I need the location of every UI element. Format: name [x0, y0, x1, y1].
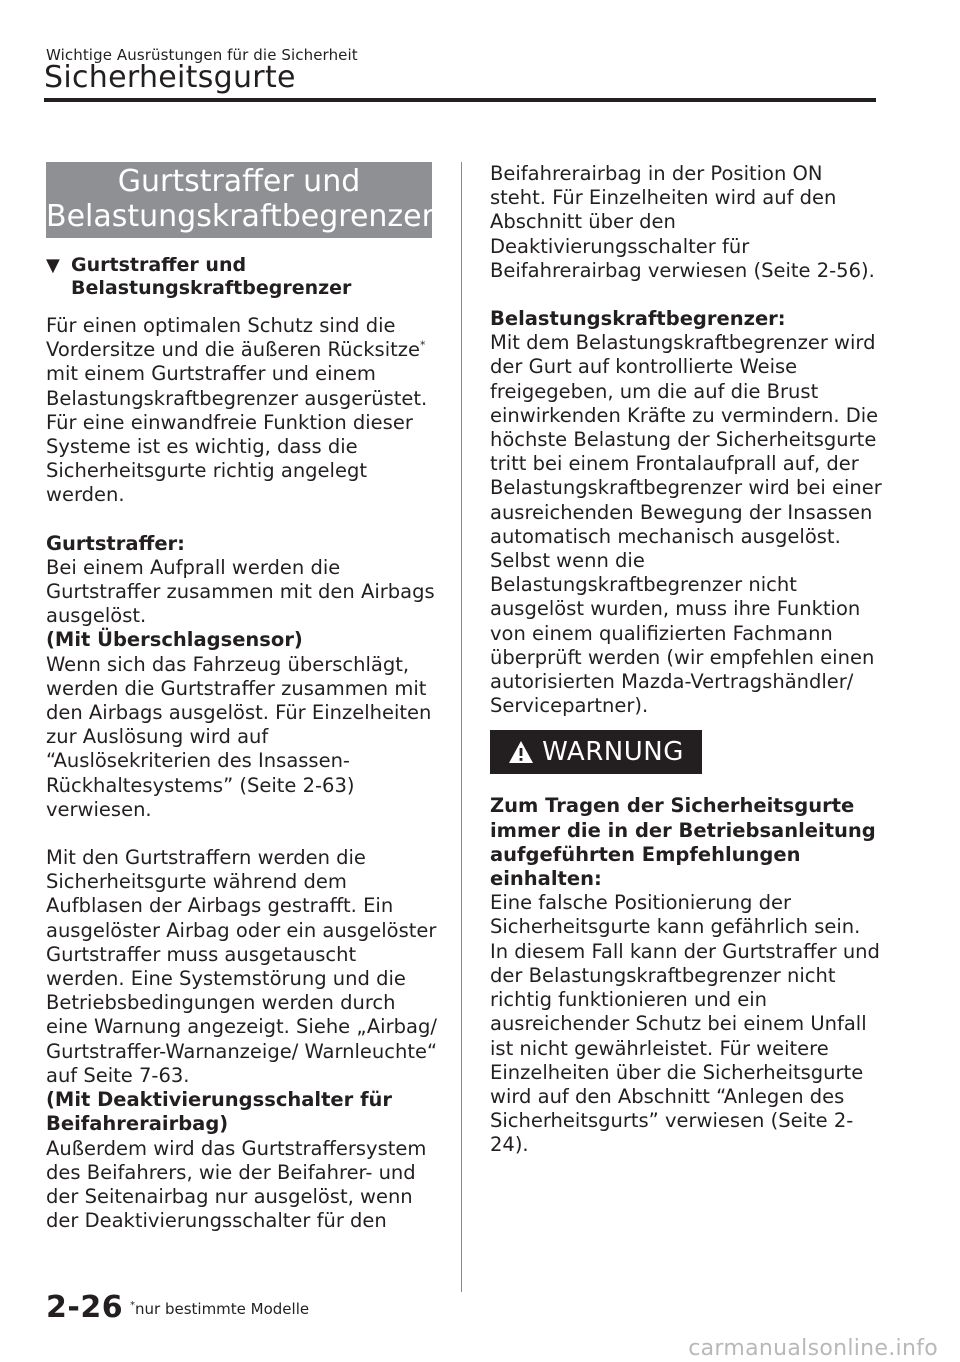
page-title: Sicherheitsgurte	[44, 60, 296, 95]
watermark: carmanualsonline.info	[688, 1336, 938, 1361]
pretensioner-heading: Gurtstraffer:	[46, 531, 185, 555]
section-banner	[46, 162, 432, 238]
pretensioner-text: Bei einem Aufprall werden die Gurtstraffer zusammen mit den Airbags ausgelöst.	[46, 555, 435, 628]
column-divider	[461, 162, 462, 1292]
right-column	[490, 162, 882, 1158]
footnote	[130, 1300, 309, 1318]
subheading-line-2: Belastungskraftbegrenzer	[71, 277, 352, 299]
limiter-text: Mit dem Belastungskraftbegrenzer wird der Gurt auf kontrollierte Weise freigegeben, um die auf die Brust einwirkenden Kräfte zu vermindern. Die höchste Belastung der Sicherheitsgurte tritt bei einem Frontalaufprall auf, der Belastungskraftbegrenzer wird bei einer ausreichenden Bewegung der Insassen automatisch mechanisch ausgelöst. Selbst wenn die Belastungskraftbegrenzer nicht ausgelöst wurden, muss ihre Funktion von einem qualifizierten Fachmann überprüft werden (wir empfehlen einen autorisierten Mazda-Vertragshändler/ Servicepartner).	[490, 331, 882, 718]
footnote-text: nur bestimmte Modelle	[135, 1300, 310, 1318]
triangle-down-icon: ▼	[46, 255, 60, 276]
pretensioner-paragraph: Mit den Gurtstraffern werden die Sicherheitsgurte während dem Aufblasen der Airbags gestrafft. Ein ausgelöster Airbag oder ein ausgelöster Gurtstraffer muss ausgetauscht werden. Eine Systemstörung und die Betriebsbedingungen werden durch eine Warnung angezeigt. Siehe „Airbag/ Gurtstraffer-Warnanzeige/ Warnleuchte“ auf Seite 7-63.	[46, 846, 438, 1087]
banner-line-2: Belastungskraftbegrenzer	[46, 199, 434, 234]
subheading-line-1: Gurtstraffer und	[71, 254, 247, 276]
left-column	[46, 162, 438, 1233]
warning-text: Eine falsche Positionierung der Sicherheitsgurte kann gefährlich sein. In diesem Fall kann der Gurtstraffer und der Belastungskraftbegrenzer nicht richtig funktionieren und ein ausreichender Schutz bei einem Unfall ist nicht gewährleistet. Für weitere Einzelheiten über die Sicherheitsgurte wird auf den Abschnitt “Anlegen des Sicherheitsgurts” verwiesen (Seite 2-24).	[490, 891, 880, 1157]
rollover-text: Wenn sich das Fahrzeug überschlägt, werden die Gurtstraffer zusammen mit den Airbags ausgelöst. Für Einzelheiten zur Auslösung wird auf “Auslösekriterien des Insassen-Rückhaltesystems” (Seite 2-63) verwiesen.	[46, 652, 432, 821]
intro-paragraph	[46, 314, 438, 508]
warning-heading: Zum Tragen der Sicherheitsgurte immer die in der Betriebsanleitung aufgeführten Empfehlungen einhalten:	[490, 794, 876, 891]
deactivation-heading: (Mit Deaktivierungsschalter für Beifahrerairbag)	[46, 1088, 393, 1136]
banner-line-1: Gurtstraffer und	[117, 164, 361, 199]
intro-text-b: mit einem Gurtstraffer und einem Belastungskraftbegrenzer ausgerüstet. Für eine einwandfreie Funktion dieser Systeme ist es wichtig, dass die Sicherheitsgurte richtig angelegt werden.	[46, 362, 428, 507]
limiter-heading: Belastungskraftbegrenzer:	[490, 307, 786, 331]
rollover-heading: (Mit Überschlagsensor)	[46, 628, 303, 652]
deactivation-text: Außerdem wird das Gurtstraffersystem des Beifahrers, wie der Beifahrer- und der Seitenairbag nur ausgelöst, wenn der Deaktivierungsschalter für den	[46, 1136, 427, 1233]
page-number: 2-26	[46, 1290, 124, 1325]
warning-banner	[490, 730, 702, 774]
footnote-mark: *	[130, 1300, 135, 1311]
header-rule	[44, 98, 876, 102]
footnote-mark: *	[420, 338, 426, 352]
continued-text: Beifahrerairbag in der Position ON steht. Für Einzelheiten wird auf den Abschnitt über den Deaktivierungsschalter für Beifahrerairbag verwiesen (Seite 2-56).	[490, 162, 875, 282]
warning-triangle-icon	[508, 740, 534, 764]
section-title: Wichtige Ausrüstungen für die Sicherheit	[46, 46, 358, 64]
intro-text-a: Für einen optimalen Schutz sind die Vordersitze und die äußeren Rücksitze	[46, 314, 420, 362]
warning-label: WARNUNG	[542, 737, 684, 768]
subheading-text	[71, 254, 351, 300]
subheading	[46, 254, 438, 300]
